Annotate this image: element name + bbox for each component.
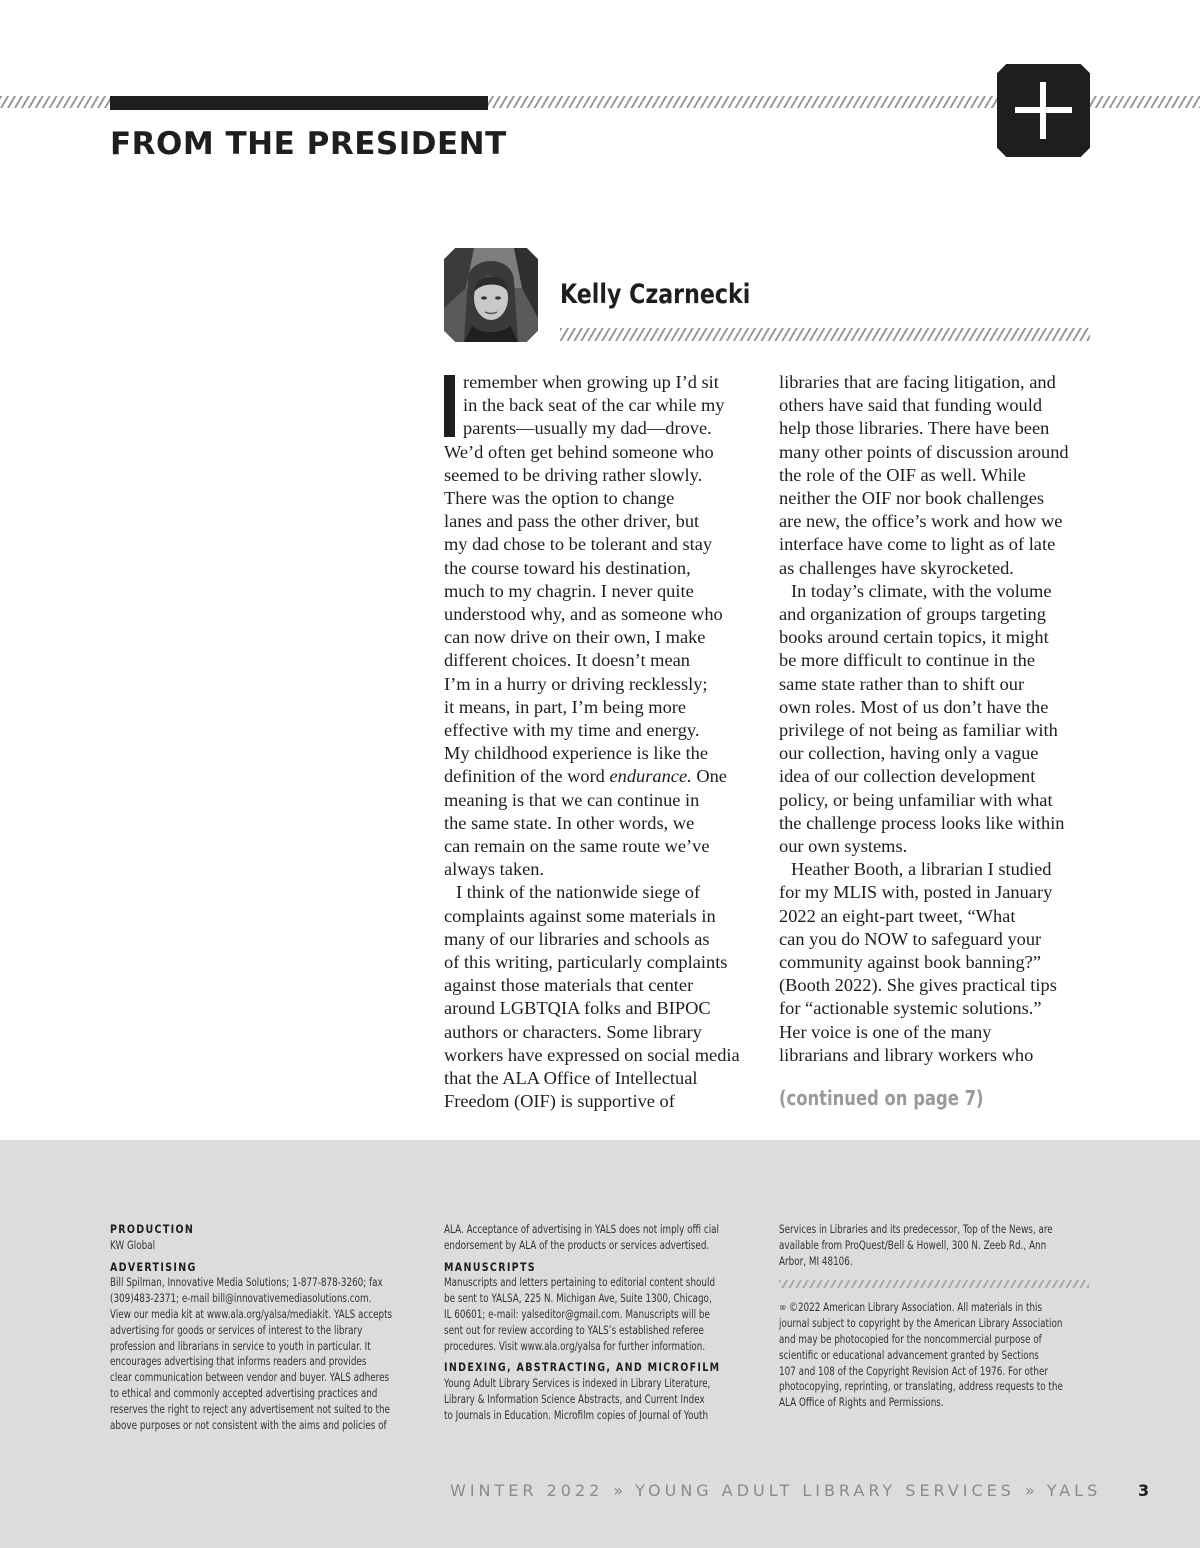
text-line: our collection, having only a vague [779, 743, 1039, 764]
text-line: for my MLIS with, posted in January [779, 882, 1053, 903]
text-line: (Booth 2022). She gives practical tips [779, 975, 1057, 996]
article-paragraph [779, 858, 1091, 1067]
manuscripts-heading: MANUSCRIPTS [444, 1259, 536, 1274]
text-line: libraries that are facing litigation, and [779, 372, 1056, 392]
masthead-line: 107 and 108 of the Copyright Revision Act of 1976. For other [779, 1363, 1048, 1378]
text-line: of this writing, particularly complaints [444, 952, 728, 973]
publication-abbrev: YALS [1046, 1481, 1102, 1500]
masthead-line: View our media kit at www.ala.org/yalsa/mediakit. YALS accepts [110, 1306, 393, 1321]
text-line: that the ALA Office of Intellectual [444, 1068, 698, 1089]
author-stripe [560, 328, 1090, 341]
text-line: against those materials that center [444, 975, 694, 996]
text-line: definition of the word endurance. One [444, 766, 727, 787]
text-line: workers have expressed on social media [444, 1044, 740, 1065]
section-title: FROM THE PRESIDENT [110, 126, 507, 162]
text-line: policy, or being unfamiliar with what [779, 789, 1053, 810]
text-line: Heather Booth, a librarian I studied [791, 859, 1052, 880]
text-line: I’m in a hurry or driving recklessly; [444, 673, 708, 694]
text-line: books around certain topics, it might [779, 627, 1049, 648]
text-line: many of our libraries and schools as [444, 928, 710, 949]
masthead-line: available from ProQuest/Bell & Howell, 300 N. Zeeb Rd., Ann [779, 1237, 1047, 1252]
article-paragraph [779, 371, 1091, 580]
text-line: In today’s climate, with the volume [791, 580, 1052, 601]
masthead-line: Arbor, MI 48106. [779, 1253, 853, 1268]
text-line: My childhood experience is like the [444, 743, 709, 764]
text-line: I think of the nationwide siege of [456, 882, 701, 903]
text-line: meaning is that we can continue in [444, 789, 700, 810]
text-line: be more difficult to continue in the [779, 650, 1036, 671]
text-line: always taken. [444, 859, 545, 880]
text-line: neither the OIF nor book challenges [779, 488, 1045, 509]
text-line: can remain on the same route we’ve [444, 836, 710, 857]
masthead-line: to ethical and commonly accepted advertising practices and [110, 1385, 378, 1400]
text-line: many other points of discussion around [779, 441, 1069, 462]
separator: » [613, 1481, 624, 1500]
masthead-line: advertising for goods or services of interest to the library [110, 1322, 363, 1337]
drop-cap [444, 375, 455, 437]
text-line: my dad chose to be tolerant and stay [444, 534, 713, 555]
text-line: others have said that funding would [779, 395, 1043, 416]
masthead-line: IL 60601; e-mail: yalseditor@gmail.com. Manuscripts will be [444, 1306, 710, 1321]
masthead-line: Library & Information Science Abstracts, and Current Index [444, 1391, 705, 1406]
masthead-line: (309)483-2371; e-mail bill@innovativemediasolutions.com. [110, 1291, 372, 1306]
text-line: are new, the office’s work and how we [779, 511, 1063, 532]
masthead-line: procedures. Visit www.ala.org/yalsa for further information. [444, 1338, 706, 1353]
plus-icon [997, 64, 1090, 157]
text-line: as challenges have skyrocketed. [779, 557, 1014, 578]
publication-label: YOUNG ADULT LIBRARY SERVICES [635, 1481, 1015, 1500]
masthead-line: clear communication between vendor and buyer. YALS adheres [110, 1370, 390, 1385]
text-line: complaints against some materials in [444, 905, 716, 926]
text-line: it means, in part, I’m being more [444, 696, 687, 717]
header-bar [110, 96, 488, 110]
text-line: parents—usually my dad—drove. [463, 418, 712, 439]
masthead-line: sent out for review according to YALS’s established referee [444, 1322, 704, 1337]
text-line: 2022 an eight-part tweet, “What [779, 905, 1016, 926]
text-line: seemed to be driving rather slowly. [444, 464, 703, 485]
article-paragraph [444, 881, 756, 1113]
text-line: and organization of groups targeting [779, 604, 1046, 625]
masthead-line: to Journals in Education. Microfilm copies of Journal of Youth [444, 1407, 709, 1422]
text-line: effective with my time and energy. [444, 720, 700, 741]
masthead-line: ALA Office of Rights and Permissions. [779, 1395, 944, 1410]
page-number: 3 [1138, 1481, 1150, 1500]
masthead-line: encourages advertising that informs readers and provides [110, 1354, 367, 1369]
text-line: community against book banning?” [779, 952, 1042, 973]
text-line: for “actionable systemic solutions.” [779, 998, 1042, 1019]
masthead-line: profession and librarians in service to youth in particular. It [110, 1338, 371, 1353]
author-name: Kelly Czarnecki [560, 279, 751, 310]
masthead-line: reserves the right to reject any advertisement not suited to the [110, 1401, 390, 1416]
masthead-line: ALA. Acceptance of advertising in YALS does not imply offi cial [444, 1222, 719, 1236]
masthead-line: KW Global [110, 1237, 156, 1252]
text-line: can now drive on their own, I make [444, 627, 706, 648]
masthead-line: be sent to YALSA, 225 N. Michigan Ave, Suite 1300, Chicago, [444, 1291, 712, 1306]
masthead-stripe [779, 1280, 1089, 1288]
text-line: in the back seat of the car while my [463, 395, 725, 416]
masthead-line: Manuscripts and letters pertaining to editorial content should [444, 1275, 716, 1290]
text-line: the same state. In other words, we [444, 812, 695, 833]
text-line: same state rather than to shift our [779, 673, 1025, 694]
text-line: much to my chagrin. I never quite [444, 580, 694, 601]
text-line: the course toward his destination, [444, 557, 691, 578]
text-line: different choices. It doesn’t mean [444, 650, 690, 671]
masthead-column-1 [110, 1222, 481, 1433]
article-column-2 [779, 371, 1091, 1067]
masthead-line: ∞ ©2022 American Library Association. All materials in this [779, 1300, 1043, 1315]
text-line: privilege of not being as familiar with [779, 720, 1058, 741]
author-photo [444, 248, 538, 342]
text-line: We’d often get behind someone who [444, 441, 714, 462]
text-line: can you do NOW to safeguard your [779, 928, 1042, 949]
masthead-line: and may be photocopied for the noncommercial purpose of [779, 1331, 1042, 1346]
masthead-line: Young Adult Library Services is indexed in Library Literature, [444, 1376, 711, 1391]
text-line: There was the option to change [444, 488, 675, 509]
text-line: our own systems. [779, 836, 908, 857]
masthead-column-2 [444, 1222, 806, 1424]
indexing-heading: INDEXING, ABSTRACTING, AND MICROFILM [444, 1360, 721, 1375]
text-line: Her voice is one of the many [779, 1021, 992, 1042]
text-line: Freedom (OIF) is supportive of [444, 1091, 675, 1112]
article-paragraph [779, 580, 1091, 858]
masthead-line: Bill Spilman, Innovative Media Solutions; 1-877-878-3260; fax [110, 1275, 383, 1290]
text-line: remember when growing up I’d sit [463, 372, 719, 392]
text-line: interface have come to light as of late [779, 534, 1056, 555]
running-footer [450, 1481, 1101, 1500]
text-line: authors or characters. Some library [444, 1021, 702, 1042]
article-paragraph [444, 371, 756, 881]
production-heading: PRODUCTION [110, 1222, 195, 1236]
text-line: the challenge process looks like within [779, 812, 1065, 833]
continued-note: (continued on page 7) [779, 1086, 984, 1110]
text-line: idea of our collection development [779, 766, 1036, 787]
article-column-1 [444, 371, 756, 1114]
text-line: around LGBTQIA folks and BIPOC [444, 998, 711, 1019]
masthead-line: scientific or educational advancement granted by Sections [779, 1347, 1039, 1362]
text-line: understood why, and as someone who [444, 604, 723, 625]
text-line: the role of the OIF as well. While [779, 464, 1026, 485]
masthead-line: endorsement by ALA of the products or services advertised. [444, 1237, 710, 1252]
masthead-line: photocopying, reprinting, or translating, address requests to the [779, 1379, 1063, 1394]
issue-label: WINTER 2022 [450, 1481, 604, 1500]
masthead-column-3 [779, 1222, 1153, 1411]
masthead-line: journal subject to copyright by the American Library Association [779, 1316, 1063, 1331]
text-line: librarians and library workers who [779, 1044, 1034, 1065]
masthead-line: Services in Libraries and its predecessor, Top of the News, are [779, 1222, 1053, 1236]
text-line: lanes and pass the other driver, but [444, 511, 700, 532]
masthead-line: above purposes or not consistent with the aims and policies of [110, 1417, 387, 1432]
advertising-heading: ADVERTISING [110, 1259, 197, 1274]
text-line: help those libraries. There have been [779, 418, 1050, 439]
separator: » [1024, 1481, 1035, 1500]
text-line: own roles. Most of us don’t have the [779, 696, 1049, 717]
